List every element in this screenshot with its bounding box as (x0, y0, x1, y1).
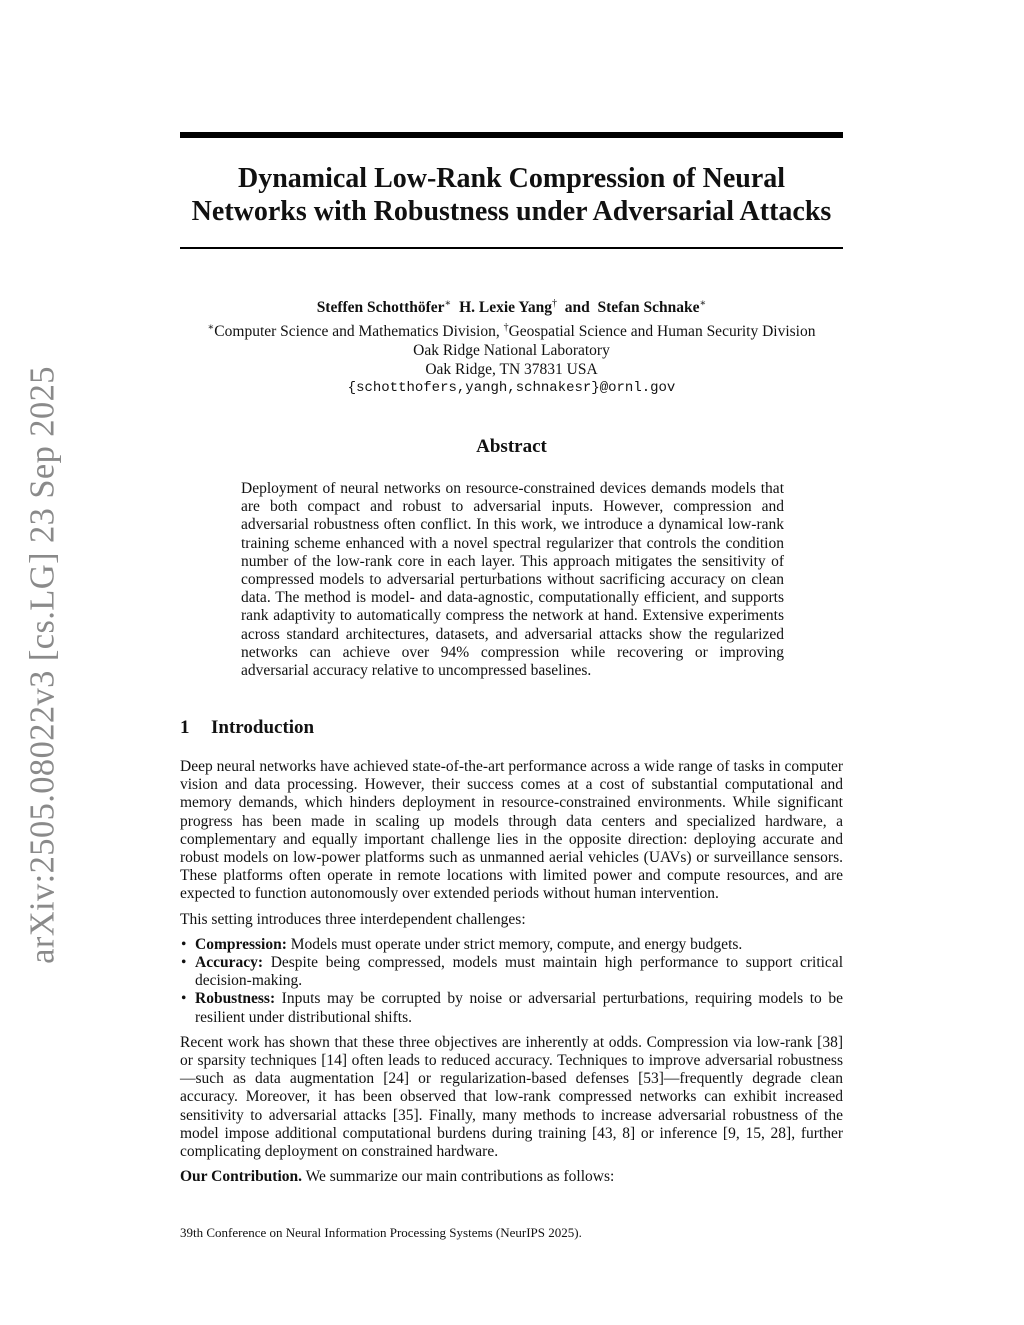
title-line-2: Networks with Robustness under Adversarial Attacks (191, 196, 832, 227)
intro-paragraph-1: Deep neural networks have achieved state-of-the-art performance across a wide range of tasks in computer vision and data processing. However, their success comes at a cost of substantial computational and memory demands, which hinders deployment in resource-constrained environments. While significant progress has been made in scaling up models through data centers and specialized hardware, a complementary and equally important challenge lies in the opposite direction: deploying accurate and robust models on low-power platforms such as unmanned aerial vehicles (UAVs) or surveillance sensors. These platforms often operate in remote locations with limited power and compute resources, and are expected to function autonomously over extended periods without human intervention. (180, 758, 843, 903)
author-1-mark: ∗ (444, 298, 452, 309)
author-2-mark: † (551, 298, 557, 309)
introduction-body (180, 758, 843, 1193)
title-line-1: Dynamical Low-Rank Compression of Neural (237, 163, 786, 194)
arxiv-sidebar (18, 365, 68, 964)
bullet-text: Inputs may be corrupted by noise or adversarial perturbations, requiring models to be resilient under distributional shifts. (195, 990, 843, 1026)
intro-paragraph-2: This setting introduces three interdependent challenges: (180, 910, 526, 928)
conference-footnote: 39th Conference on Neural Information Processing Systems (NeurIPS 2025). (180, 1225, 582, 1240)
bullet-text: Models must operate under strict memory, compute, and energy budgets. (286, 935, 743, 953)
affiliation-1: Computer Science and Mathematics Division, (214, 323, 500, 341)
intro-paragraph-3: Recent work has shown that these three objectives are inherently at odds. Compression via low-rank [38] or sparsity techniques [14] often leads to reduced accuracy. Techniques to improve adversarial robustness—such as data augmentation [24] or regularization-based defenses [53]—frequently degrade clean accuracy. Moreover, it has been observed that low-rank compressed networks can exhibit increased sensitivity to adversarial attacks [35]. Finally, many methods to increase adversarial robustness of the model impose additional computational burdens during training [43, 8] or inference [9, 15, 28], further complicating deployment on constrained hardware. (180, 1033, 843, 1161)
arxiv-identifier: arXiv:2505.08022v3 [cs.LG] 23 Sep 2025 (23, 365, 62, 964)
section-title: Introduction (211, 717, 315, 738)
bullet-label: Robustness: (195, 990, 276, 1008)
author-1: Steffen Schotthöfer (316, 299, 445, 317)
section-heading-introduction (180, 717, 314, 739)
author-3-mark: ∗ (699, 298, 707, 309)
lab-name: Oak Ridge National Laboratory (413, 342, 610, 360)
author-names (150, 294, 873, 317)
affiliation-2: Geospatial Science and Human Security Division (508, 323, 816, 341)
author-3: Stefan Schnake (597, 299, 700, 317)
bullet-label: Accuracy: (195, 954, 263, 972)
title-bottom-rule (180, 247, 843, 249)
abstract-text: Deployment of neural networks on resource-constrained devices demands models that are both compact and robust to adversarial inputs. However, compression and adversarial robustness often conflict. In this work, we introduce a dynamical low-rank training scheme enhanced with a novel spectral regularizer that controls the condition number of the low-rank core in each layer. This approach mitigates the sensitivity of compressed models to adversarial perturbations without sacrificing accuracy on clean data. The method is model- and data-agnostic, computationally efficient, and supports rank adaptivity to automatically compress the network at hand. Extensive experiments across standard architectures, datasets, and adversarial attacks show the regularized networks can achieve over 94% compression while recovering or improving adversarial accuracy relative to uncompressed baselines. (241, 480, 784, 680)
list-item (180, 954, 843, 990)
title-top-rule (180, 132, 843, 138)
contribution-paragraph (180, 1168, 843, 1186)
section-number: 1 (180, 717, 190, 738)
affiliation-line (150, 318, 873, 341)
challenge-list (180, 936, 843, 1027)
lab-address: Oak Ridge, TN 37831 USA (425, 361, 598, 379)
affiliation-2-mark: † (503, 322, 509, 334)
bullet-label: Compression: (195, 935, 287, 953)
affiliation-1-mark: ∗ (207, 322, 215, 334)
author-and: and (564, 299, 590, 317)
list-item (180, 936, 843, 954)
author-block (150, 294, 873, 398)
contribution-label: Our Contribution. (180, 1168, 303, 1186)
author-2: H. Lexie Yang (459, 299, 552, 317)
paper-title (180, 162, 843, 228)
bullet-text: Despite being compressed, models must maintain high performance to support critical decision-making. (195, 954, 843, 990)
abstract-heading: Abstract (476, 436, 547, 457)
list-item (180, 990, 843, 1026)
contribution-text: We summarize our main contributions as follows: (302, 1168, 615, 1186)
author-emails: {schotthofers,yangh,schnakesr}@ornl.gov (347, 380, 676, 397)
